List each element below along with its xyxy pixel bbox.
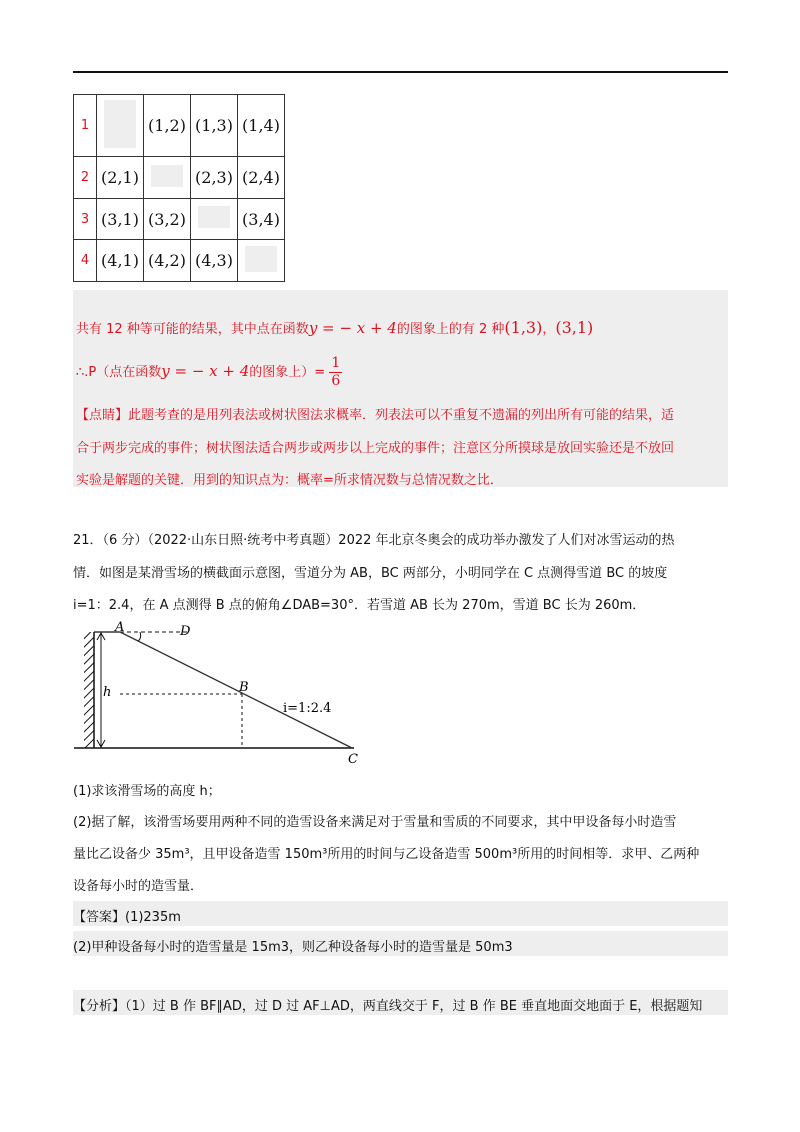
label-h: h bbox=[103, 685, 112, 700]
comment-line-2: 合于两步完成的事件；树状图法适合两步或两步以上完成的事件；注意区分所摸球是放回实验还是不放回 bbox=[76, 441, 675, 456]
table-cell: (2,1) bbox=[97, 157, 144, 199]
fraction-numerator: 1 bbox=[331, 355, 341, 371]
comment-line-3: 实验是解题的关键．用到的知识点为：概率=所求情况数与总情况数之比． bbox=[76, 473, 503, 488]
row-head: 1 bbox=[74, 95, 97, 157]
solution-text: 的图象上）= bbox=[249, 365, 326, 380]
solution-text: 的图象上的有 2 种 bbox=[396, 322, 505, 337]
function-expression: y = − x + 4 bbox=[161, 362, 250, 380]
table-cell: (4,3) bbox=[191, 240, 238, 282]
table-cell: (4,1) bbox=[97, 240, 144, 282]
table-row bbox=[74, 157, 285, 199]
empty-cell bbox=[144, 157, 191, 199]
table-cell: (2,3) bbox=[191, 157, 238, 199]
row-head: 2 bbox=[74, 157, 97, 199]
point-1-3: (1,3) bbox=[504, 318, 543, 337]
empty-cell bbox=[191, 199, 238, 240]
label-b: B bbox=[239, 680, 249, 695]
question-line-2: 情．如图是某滑雪场的横截面示意图，雪道分为 AB，BC 两部分，小明同学在 C 点测得雪道 BC 的坡度 bbox=[73, 566, 668, 581]
row-head: 3 bbox=[74, 199, 97, 240]
answer-1: 【答案】(1)235m bbox=[73, 910, 181, 925]
table-cell: (4,2) bbox=[144, 240, 191, 282]
solution-line-2 bbox=[76, 355, 342, 390]
fraction-denominator: 6 bbox=[331, 373, 341, 389]
ski-slope-diagram bbox=[70, 618, 370, 768]
sub-question-1: (1)求该滑雪场的高度 h； bbox=[73, 784, 221, 799]
label-a: A bbox=[115, 620, 125, 635]
row-head: 4 bbox=[74, 240, 97, 282]
table-row bbox=[74, 95, 285, 157]
comment-line-1: 【点睛】此题考查的是用列表法或树状图法求概率．列表法可以不重复不遗漏的列出所有可能的结果，适 bbox=[76, 408, 675, 423]
table-cell: (1,4) bbox=[238, 95, 285, 157]
solution-line-1 bbox=[76, 318, 593, 337]
table-cell: (3,4) bbox=[238, 199, 285, 240]
empty-cell bbox=[238, 240, 285, 282]
table-row bbox=[74, 240, 285, 282]
table-cell: (3,2) bbox=[144, 199, 191, 240]
solution-text: ∴.P（点在函数 bbox=[76, 365, 162, 380]
table-row bbox=[74, 199, 285, 240]
sub-question-2-line-1: (2)据了解，该滑雪场要用两种不同的造雪设备来满足对于雪量和雪质的不同要求，其中甲设备每小时造雪 bbox=[73, 815, 677, 830]
label-c: C bbox=[348, 752, 358, 767]
solution-text: 共有 12 种等可能的结果，其中点在函数 bbox=[76, 322, 309, 337]
point-3-1: (3,1) bbox=[555, 318, 594, 337]
table-cell: (1,3) bbox=[191, 95, 238, 157]
angle-arc bbox=[138, 632, 141, 641]
analysis-line: 【分析】（1）过 B 作 BF∥AD，过 D 过 AF⊥AD，两直线交于 F，过 B 作 BE 垂直地面交地面于 E，根据题知 bbox=[73, 999, 703, 1014]
slope-ratio: i=1:2.4 bbox=[283, 701, 332, 716]
wall-hatch bbox=[84, 632, 94, 748]
table-cell: (2,4) bbox=[238, 157, 285, 199]
outcome-table bbox=[73, 94, 285, 282]
probability-fraction bbox=[329, 355, 342, 390]
answer-2: (2)甲种设备每小时的造雪量是 15m3，则乙种设备每小时的造雪量是 50m3 bbox=[73, 940, 513, 955]
header-rule bbox=[73, 71, 728, 73]
table-cell: (3,1) bbox=[97, 199, 144, 240]
sub-question-2-line-2: 量比乙设备少 35m³，且甲设备造雪 150m³所用的时间与乙设备造雪 500m³所用的时间相等．求甲、乙两种 bbox=[73, 847, 700, 862]
empty-cell bbox=[97, 95, 144, 157]
question-line-1: 21．（6 分）（2022·山东日照·统考中考真题）2022 年北京冬奥会的成功举办激发了人们对冰雪运动的热 bbox=[73, 533, 675, 548]
question-line-3: i=1：2.4，在 A 点测得 B 点的俯角∠DAB=30°．若雪道 AB 长为 270m，雪道 BC 长为 260m． bbox=[73, 598, 646, 613]
sub-question-2-line-3: 设备每小时的造雪量． bbox=[73, 879, 204, 894]
function-expression: y = − x + 4 bbox=[308, 319, 397, 337]
slope-line bbox=[120, 632, 352, 748]
label-d: D bbox=[180, 624, 191, 639]
separator: ， bbox=[542, 322, 556, 337]
table-cell: (1,2) bbox=[144, 95, 191, 157]
